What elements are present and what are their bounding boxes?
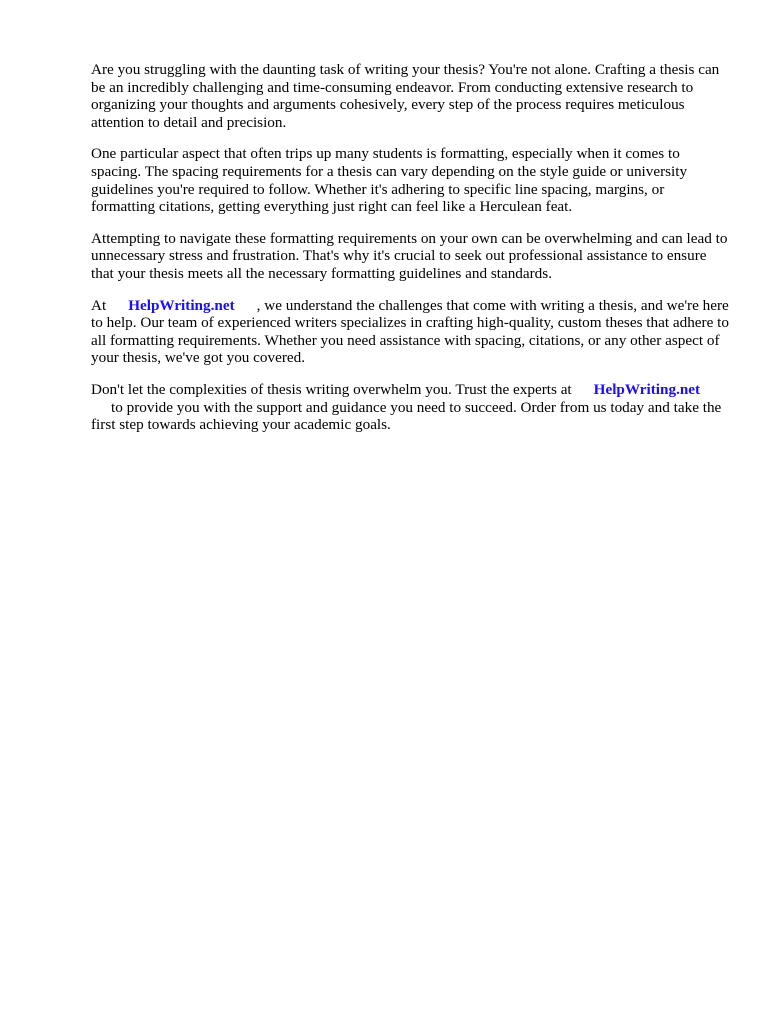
paragraph-cta-rest: to provide you with the support and guidance you need to succeed. Order from us today and take the first step towards achieving your academic goals.	[91, 398, 722, 434]
paragraph-intro: Are you struggling with the daunting task of writing your thesis? You're not alone. Crafting a thesis can be an incredibly challenging and time-consuming endeavor. From conducting extensive research to organizing your thoughts and arguments cohesively, every step of the process requires meticulous attention to detail and precision.	[91, 61, 720, 131]
paragraph-formatting: One particular aspect that often trips up many students is formatting, especially when it comes to spacing. The spacing requirements for a thesis can vary depending on the style guide or university guidelines you're required to follow. Whether it's adhering to specific line spacing, margins, or formatting citations, getting everything just right can feel like a Herculean feat.	[91, 145, 688, 216]
document-body	[91, 61, 731, 448]
paragraph-about-rest: , we understand the challenges that come with writing a thesis, and we're here to help. Our team of experienced writers specializes in crafting high-quality, custom theses that adhere to all formatting requirements. Whether you need assistance with spacing, citations, or any other aspect of your thesis, we've got you covered.	[91, 296, 729, 367]
paragraph-about	[91, 297, 731, 367]
helpwriting-link[interactable]: HelpWriting.net	[593, 380, 701, 398]
paragraph-about-lead: At	[91, 296, 107, 314]
paragraph-navigation: Attempting to navigate these formatting requirements on your own can be overwhelming and can lead to unnecessary stress and frustration. That's why it's crucial to seek out professional assistance to ensure that your thesis meets all the necessary formatting guidelines and standards.	[91, 229, 728, 282]
paragraph-cta-lead: Don't let the complexities of thesis writing overwhelm you. Trust the experts at	[91, 380, 572, 398]
paragraph-cta	[91, 381, 731, 434]
helpwriting-link[interactable]: HelpWriting.net	[128, 296, 235, 314]
